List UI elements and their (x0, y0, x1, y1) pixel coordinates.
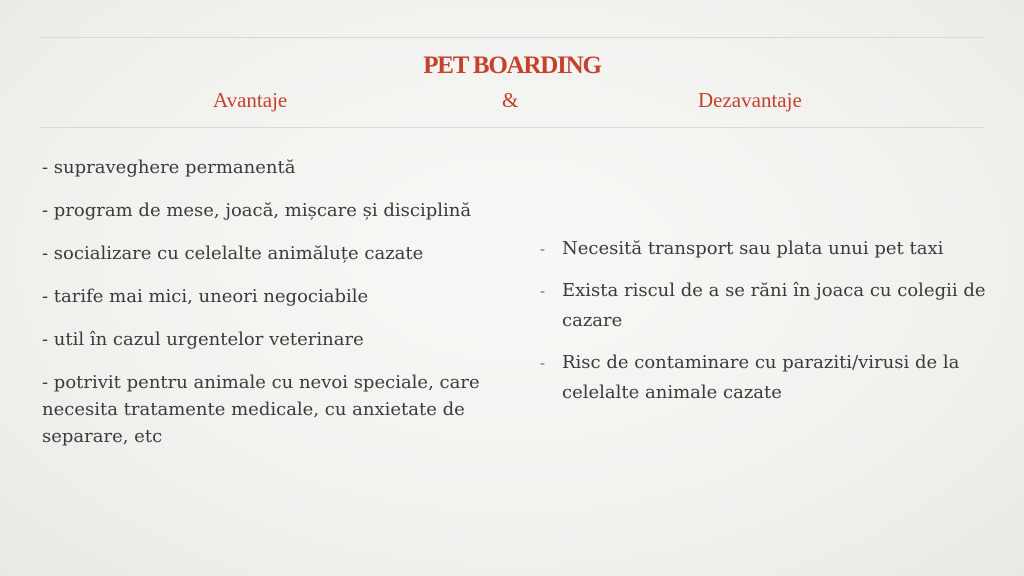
top-divider (40, 37, 984, 38)
advantage-item: - socializare cu celelalte animăluțe cazate (42, 243, 424, 264)
advantages-heading: Avantaje (213, 88, 288, 112)
disadvantage-text: Exista riscul de a se răni în joaca cu colegii de cazare (562, 280, 986, 331)
bullet-dash: - (540, 354, 546, 372)
disadvantages-list (540, 234, 990, 420)
disadvantage-item (540, 234, 990, 264)
bullet-dash: - (540, 240, 546, 258)
advantage-item: - program de mese, joacă, mișcare și disciplină (42, 200, 472, 221)
advantage-item: - tarife mai mici, uneori negociabile (42, 286, 369, 307)
ampersand-heading: & (502, 88, 519, 112)
disadvantage-item (540, 348, 990, 408)
disadvantage-text: Necesită transport sau plata unui pet taxi (562, 238, 944, 259)
disadvantage-text: Risc de contaminare cu paraziti/virusi de la celelalte animale cazate (562, 352, 960, 403)
header-divider (40, 127, 984, 128)
advantage-item: - supraveghere permanentă (42, 157, 296, 178)
disadvantage-item (540, 276, 990, 336)
bullet-dash: - (540, 282, 546, 300)
advantage-item: - potrivit pentru animale cu nevoi speciale, care necesita tratamente medicale, cu anxietate de separare, etc (42, 372, 480, 447)
advantages-list (42, 154, 522, 466)
advantage-item: - util în cazul urgentelor veterinare (42, 329, 364, 350)
slide-title: PET BOARDING (423, 52, 601, 79)
disadvantages-heading: Dezavantaje (698, 88, 802, 112)
